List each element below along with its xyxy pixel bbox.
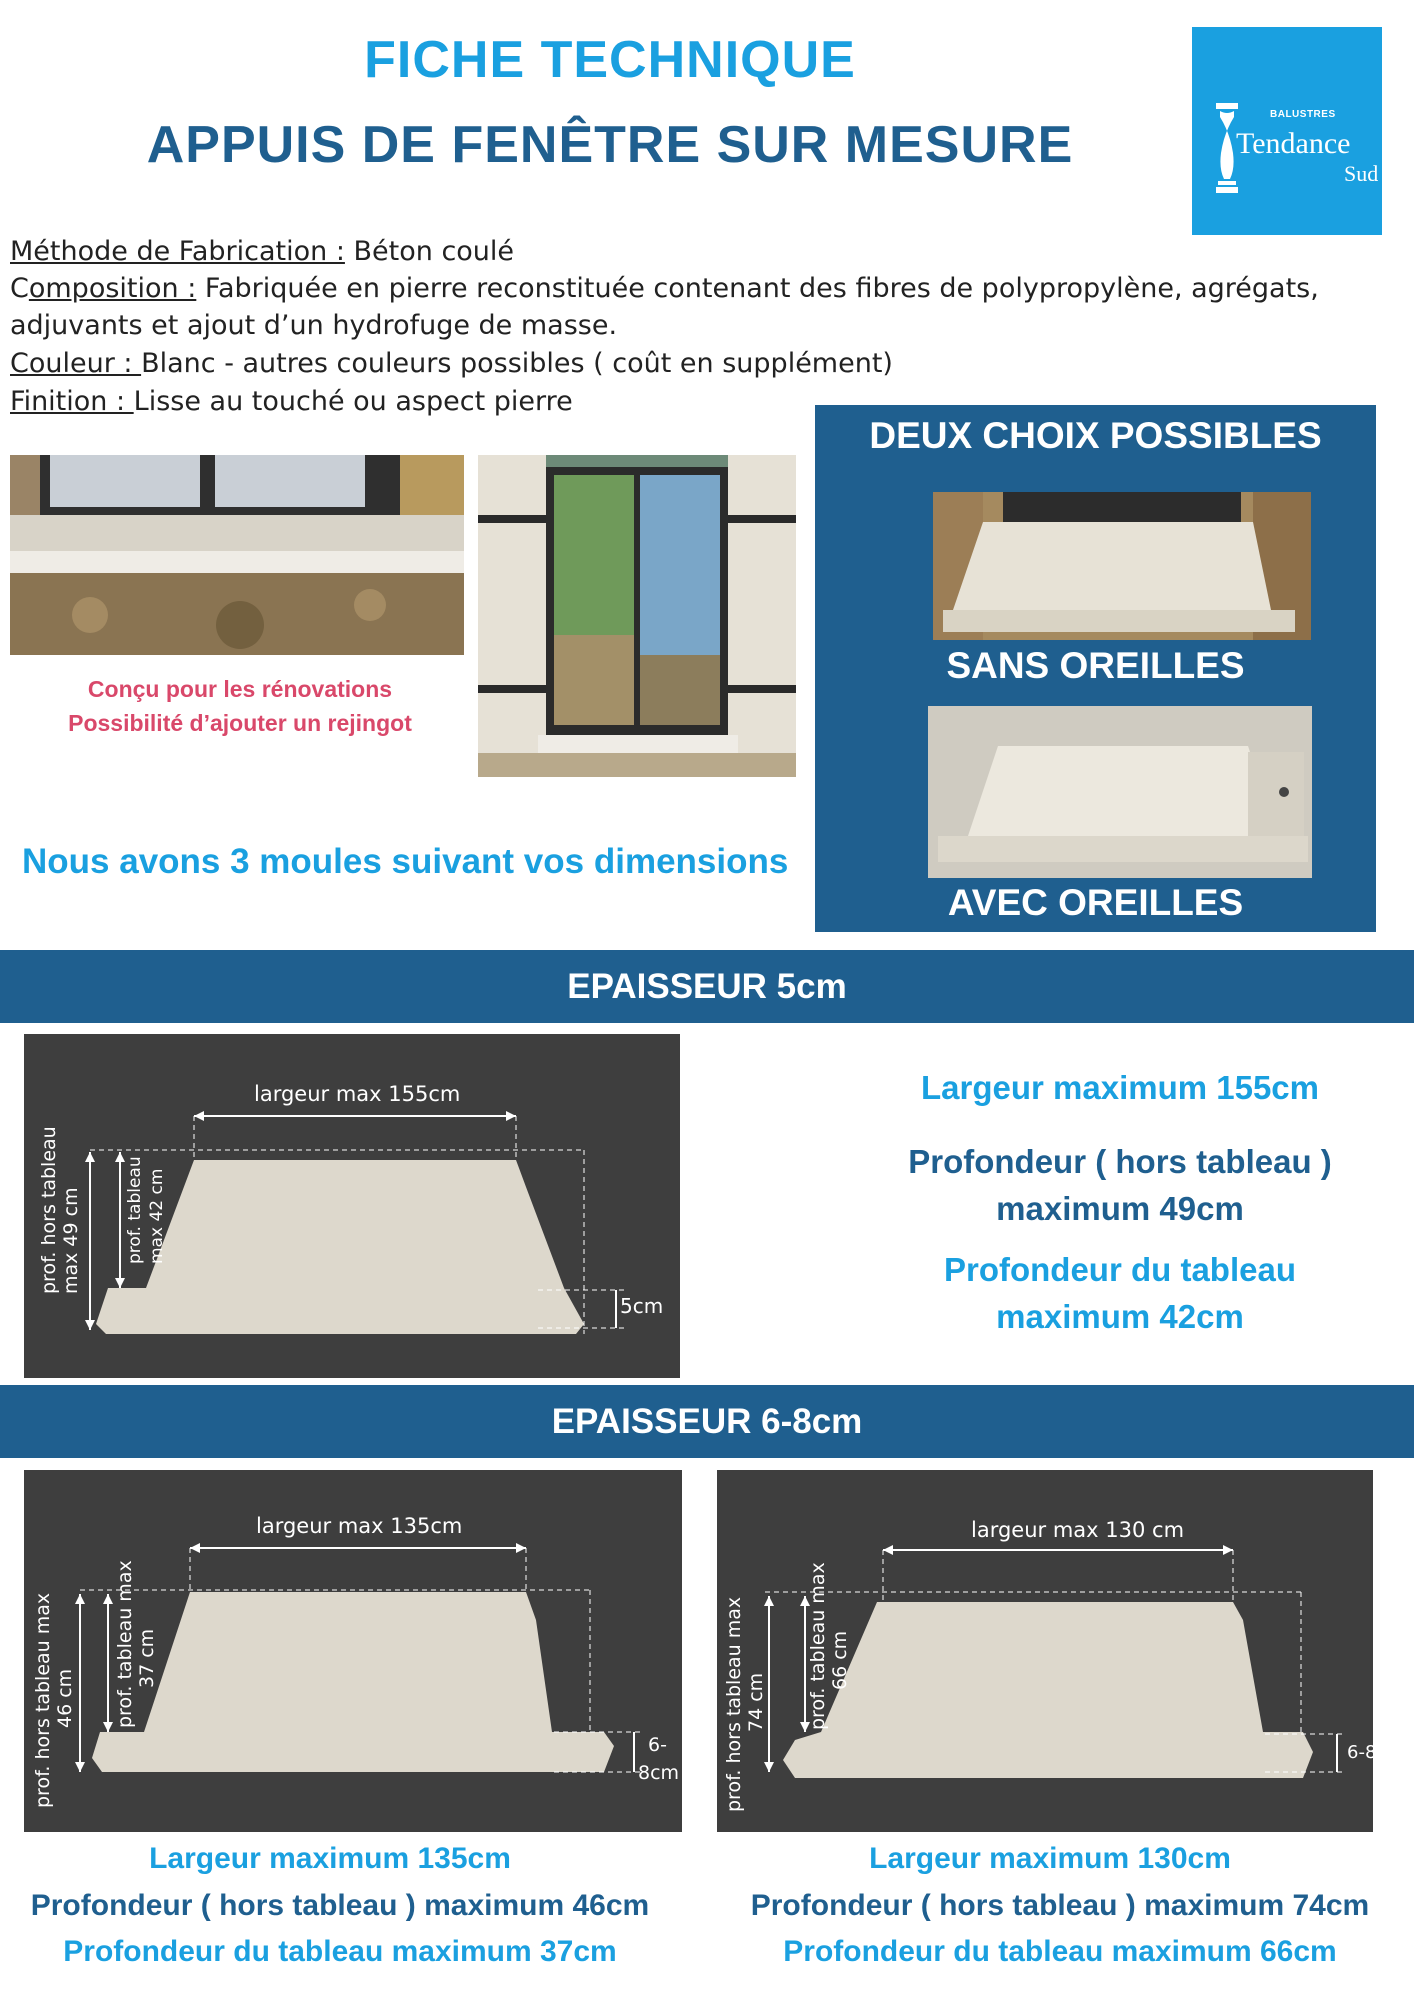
- info-depth-inner-66: Profondeur du tableau maximum 66cm: [783, 1935, 1337, 1968]
- thickness-label-line1: 6-: [648, 1734, 667, 1756]
- info-width-155: Largeur maximum 155cm: [920, 1069, 1319, 1106]
- spec-value: Fabriquée en pierre reconstituée contenant des fibres de polypropylène, agrégats,: [196, 273, 1319, 304]
- info-width-135: Largeur maximum 135cm: [149, 1842, 511, 1875]
- width-label: largeur max 155cm: [254, 1082, 461, 1106]
- info-depth-outer-74: Profondeur ( hors tableau ) maximum 74cm: [750, 1889, 1370, 1922]
- thickness-label-line2: 8cm: [638, 1762, 680, 1784]
- renovation-caption-1: Conçu pour les rénovations: [87, 676, 393, 702]
- spec-finition: [10, 383, 573, 420]
- spec-label: Couleur :: [10, 348, 142, 379]
- depth-outer-label: prof. hors tableau max 49 cm: [38, 1126, 82, 1294]
- title-line-1: FICHE TECHNIQUE: [364, 31, 856, 89]
- spec-label-prefix: C: [10, 273, 29, 304]
- spec-value: Blanc - autres couleurs possibles ( coût en supplément): [141, 348, 893, 379]
- logo-small-text: BALUSTRES: [1270, 109, 1336, 120]
- diagram-5cm: [24, 1034, 680, 1378]
- depth-inner-label: prof. tableau max 37 cm: [114, 1560, 158, 1728]
- renovation-caption-2: Possibilité d’ajouter un rejingot: [68, 710, 412, 736]
- info-depth-outer-49-line1: Profondeur ( hors tableau ): [908, 1143, 1332, 1180]
- depth-outer-label: prof. hors tableau max 74 cm: [723, 1596, 767, 1812]
- title-line-2: APPUIS DE FENÊTRE SUR MESURE: [146, 116, 1074, 174]
- section-bar-5cm: EPAISSEUR 5cm: [0, 950, 1414, 1023]
- info-depth-inner-42-line1: Profondeur du tableau: [943, 1251, 1296, 1288]
- logo-brand-suffix: Sud: [1344, 161, 1379, 186]
- info-depth-outer-46: Profondeur ( hors tableau ) maximum 46cm: [30, 1889, 650, 1922]
- spec-value: adjuvants et ajout d’un hydrofuge de masse.: [10, 310, 618, 341]
- option-sans-oreilles: SANS OREILLES: [946, 645, 1245, 686]
- info-depth-outer-49-line2: maximum 49cm: [996, 1190, 1244, 1227]
- diagram-6-8cm-right: [717, 1470, 1404, 1832]
- diagram-6-8cm-left: [24, 1470, 682, 1832]
- depth-inner-label: prof. tableau max 42 cm: [125, 1156, 167, 1264]
- depth-inner-label: prof. tableau max 66 cm: [807, 1562, 851, 1730]
- photo-avec-oreilles: [928, 706, 1312, 878]
- info-depth-inner-37: Profondeur du tableau maximum 37cm: [63, 1935, 617, 1968]
- spec-label: Méthode de Fabrication :: [10, 236, 345, 267]
- photo-sans-oreilles: [933, 492, 1311, 640]
- info-width-130: Largeur maximum 130cm: [869, 1842, 1231, 1875]
- spec-composition-continued: [10, 307, 617, 344]
- spec-couleur: [10, 345, 893, 382]
- thickness-label: 5cm: [620, 1294, 664, 1318]
- photo-window-shutters: [478, 455, 796, 777]
- logo-brand: Tendance: [1236, 127, 1351, 160]
- spec-label: Finition :: [10, 386, 134, 417]
- depth-outer-label: prof. hors tableau max 46 cm: [32, 1592, 76, 1808]
- info-depth-inner-42-line2: maximum 42cm: [996, 1298, 1244, 1335]
- spec-composition: [10, 270, 1319, 307]
- spec-fabrication: [10, 233, 514, 270]
- photo-renovation-sill: [10, 455, 464, 655]
- brand-logo: [1192, 27, 1382, 235]
- spec-value: Lisse au touché ou aspect pierre: [133, 386, 573, 417]
- width-label: largeur max 130 cm: [971, 1518, 1185, 1542]
- spec-label: omposition :: [28, 273, 197, 304]
- spec-value: Béton coulé: [344, 236, 515, 267]
- option-avec-oreilles: AVEC OREILLES: [947, 882, 1244, 923]
- width-label: largeur max 135cm: [256, 1514, 463, 1538]
- section-bar-6-8cm: EPAISSEUR 6-8cm: [0, 1385, 1414, 1458]
- choices-title: DEUX CHOIX POSSIBLES: [869, 415, 1322, 456]
- thickness-label: 6-8cm: [1347, 1742, 1404, 1763]
- moules-text: Nous avons 3 moules suivant vos dimensions: [22, 842, 789, 881]
